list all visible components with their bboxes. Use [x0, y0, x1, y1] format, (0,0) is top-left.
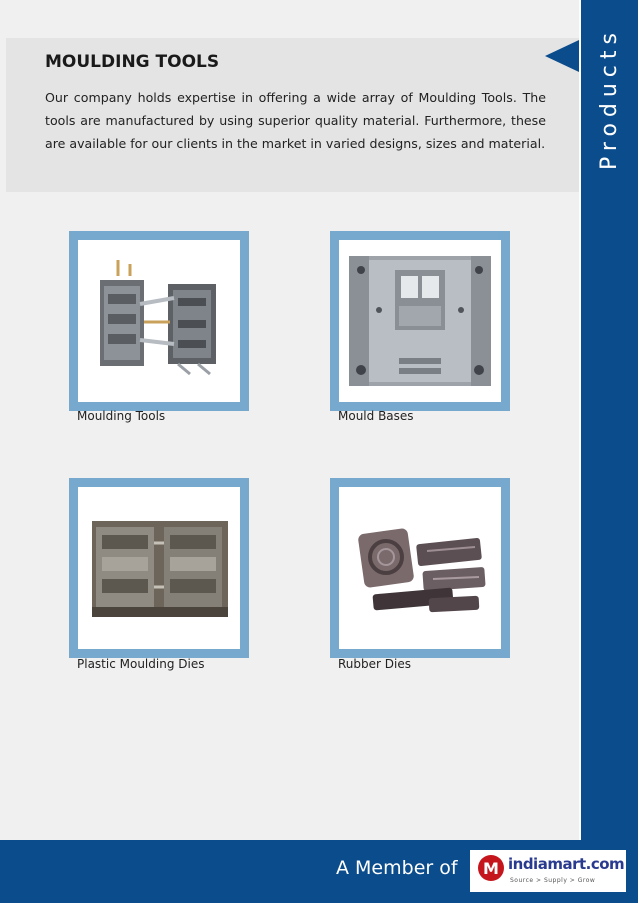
product-image-plastic-moulding-dies: [78, 487, 240, 649]
product-card-mould-bases[interactable]: [330, 231, 510, 411]
moulding-tools-image: [78, 240, 240, 402]
logo-tagline: Source > Supply > Grow: [510, 877, 596, 884]
product-label-plastic-moulding-dies[interactable]: Plastic Moulding Dies: [77, 657, 205, 671]
product-label-moulding-tools[interactable]: Moulding Tools: [77, 409, 166, 423]
product-image-rubber-dies: [339, 487, 501, 649]
indiamart-logo[interactable]: [470, 850, 626, 892]
product-card-rubber-dies[interactable]: [330, 478, 510, 658]
product-image-mould-bases: [339, 240, 501, 402]
product-image-moulding-tools: [78, 240, 240, 402]
product-label-rubber-dies[interactable]: Rubber Dies: [338, 657, 411, 671]
side-label-text: Products: [597, 26, 622, 170]
mould-bases-image: [339, 240, 501, 402]
section-title: MOULDING TOOLS: [45, 52, 220, 72]
header-notch: [545, 40, 579, 72]
plastic-moulding-dies-image: [78, 487, 240, 649]
side-section-label: [581, 8, 638, 188]
section-description: Our company holds expertise in offering a wide array of Moulding Tools. The tools are manufactured by using superior quality material. Furthermore, these are available for our clients in the market in varied designs, sizes and material.: [45, 90, 546, 151]
product-card-plastic-moulding-dies[interactable]: [69, 478, 249, 658]
logo-m-icon: M: [478, 855, 504, 881]
product-card-moulding-tools[interactable]: [69, 231, 249, 411]
rubber-dies-image: [339, 487, 501, 649]
member-text: A Member of: [336, 857, 458, 879]
logo-name: indiamart.com: [508, 855, 625, 873]
product-label-mould-bases[interactable]: Mould Bases: [338, 409, 414, 423]
